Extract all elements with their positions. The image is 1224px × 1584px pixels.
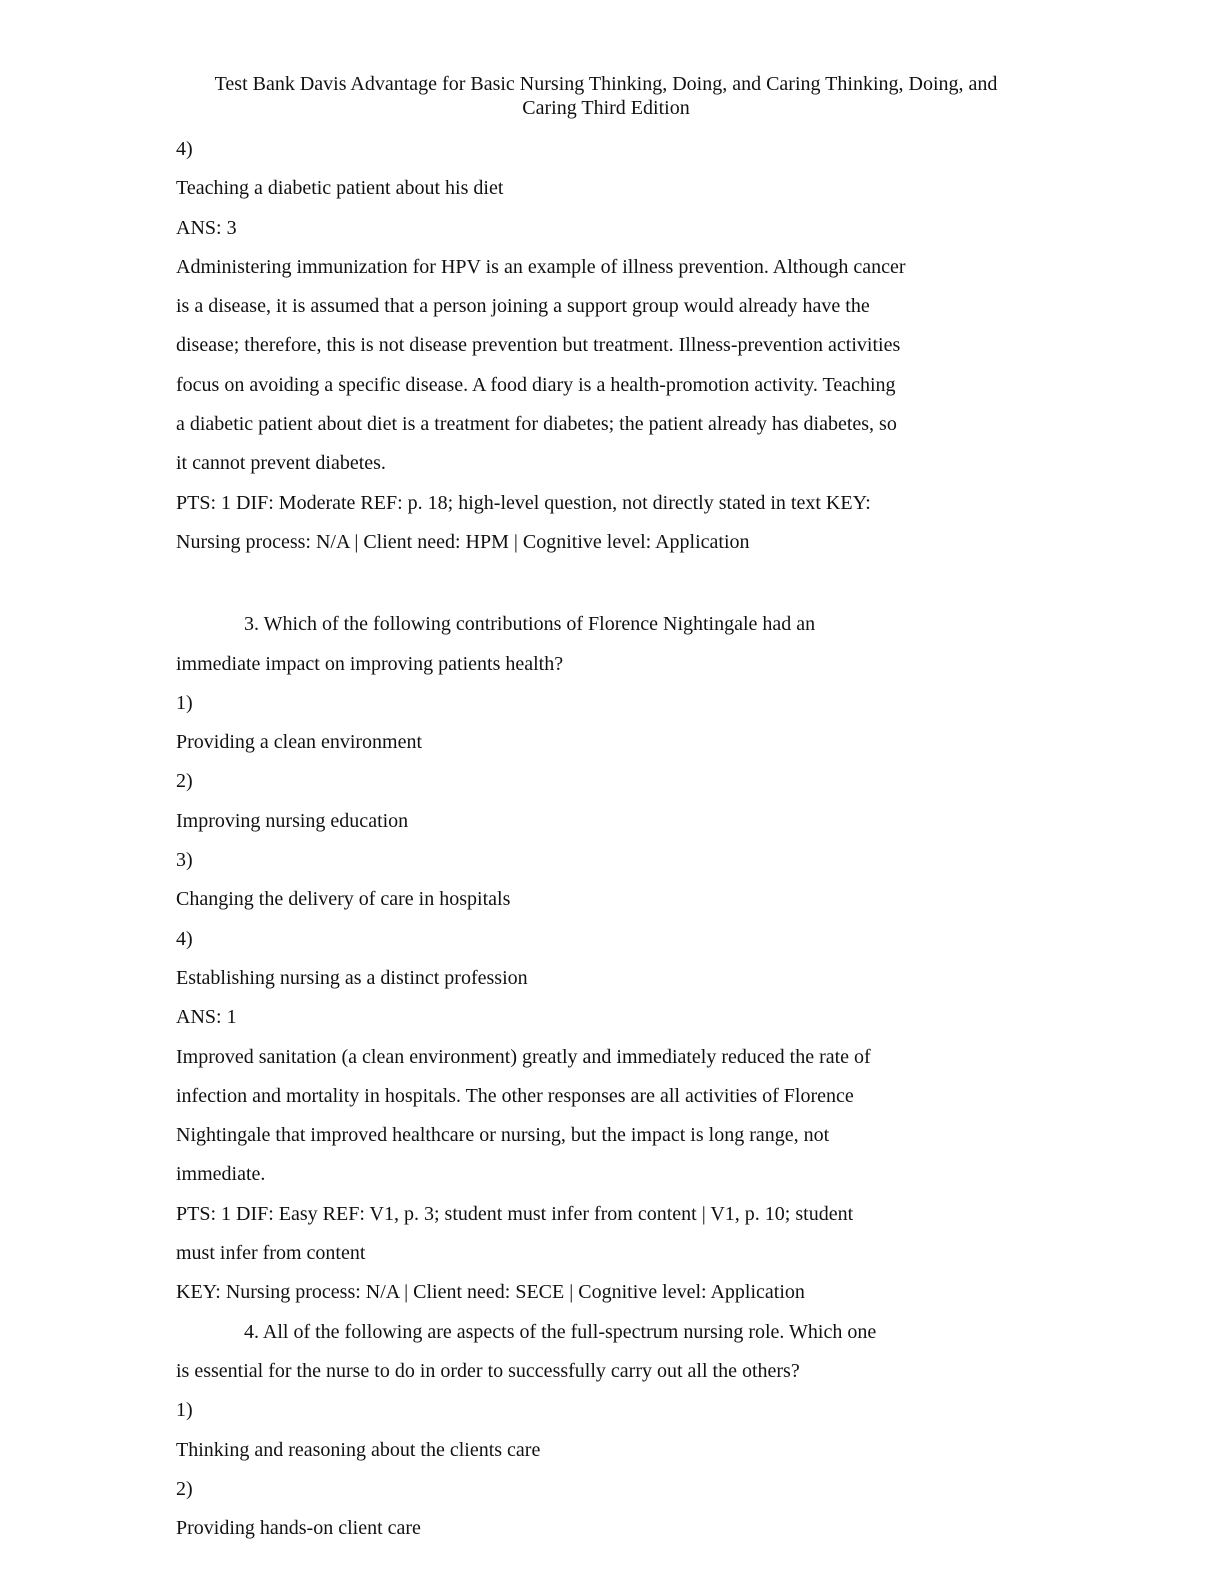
rationale-line: is a disease, it is assumed that a person joining a support group would already have the bbox=[176, 295, 870, 318]
meta-line: must infer from content bbox=[176, 1242, 366, 1265]
rationale-line: immediate. bbox=[176, 1163, 266, 1186]
header-line-2: Caring Third Edition bbox=[522, 97, 690, 119]
rationale-line: Improved sanitation (a clean environment) greatly and immediately reduced the rate of bbox=[176, 1045, 871, 1068]
meta-line: Nursing process: N/A | Client need: HPM | Cognitive level: Application bbox=[176, 530, 750, 553]
meta-line: PTS: 1 DIF: Easy REF: V1, p. 3; student must infer from content | V1, p. 10; student bbox=[176, 1202, 854, 1225]
question-stem: 4. All of the following are aspects of the full-spectrum nursing role. Which one bbox=[244, 1320, 877, 1343]
rationale-line: Administering immunization for HPV is an example of illness prevention. Although cancer bbox=[176, 255, 906, 278]
question-stem: 3. Which of the following contributions of Florence Nightingale had an bbox=[244, 613, 816, 636]
rationale-line: it cannot prevent diabetes. bbox=[176, 452, 386, 475]
answer-line: ANS: 3 bbox=[176, 216, 237, 239]
rationale-line: infection and mortality in hospitals. The other responses are all activities of Florence bbox=[176, 1084, 854, 1107]
option-text: Establishing nursing as a distinct profession bbox=[176, 966, 528, 989]
option-number: 1) bbox=[176, 1399, 193, 1422]
rationale-line: Nightingale that improved healthcare or nursing, but the impact is long range, not bbox=[176, 1124, 830, 1147]
option-text: Improving nursing education bbox=[176, 809, 409, 832]
option-number: 2) bbox=[176, 1477, 193, 1500]
option-number: 1) bbox=[176, 691, 193, 714]
meta-line: PTS: 1 DIF: Moderate REF: p. 18; high-level question, not directly stated in text KEY: bbox=[176, 491, 871, 514]
option-number: 4) bbox=[176, 927, 193, 950]
rationale-line: disease; therefore, this is not disease prevention but treatment. Illness-prevention activities bbox=[176, 334, 901, 357]
option-number: 2) bbox=[176, 770, 193, 793]
option-text: Teaching a diabetic patient about his diet bbox=[176, 177, 504, 200]
page-header bbox=[150, 72, 1062, 120]
option-text: Providing hands-on client care bbox=[176, 1517, 421, 1540]
option-text: Thinking and reasoning about the clients care bbox=[176, 1438, 541, 1461]
meta-line: KEY: Nursing process: N/A | Client need: SECE | Cognitive level: Application bbox=[176, 1281, 805, 1304]
option-number: 4) bbox=[176, 138, 193, 160]
option-number: 3) bbox=[176, 849, 193, 872]
option-text: Changing the delivery of care in hospitals bbox=[176, 888, 511, 911]
question-stem: immediate impact on improving patients health? bbox=[176, 652, 564, 675]
section-gap bbox=[176, 562, 1036, 605]
question-stem: is essential for the nurse to do in order to successfully carry out all the others? bbox=[176, 1359, 800, 1382]
rationale-line: a diabetic patient about diet is a treatment for diabetes; the patient already has diabetes, so bbox=[176, 413, 897, 436]
rationale-line: focus on avoiding a specific disease. A food diary is a health-promotion activity. Teaching bbox=[176, 373, 896, 396]
option-text: Providing a clean environment bbox=[176, 731, 423, 754]
answer-line: ANS: 1 bbox=[176, 1006, 237, 1029]
header-line-1: Test Bank Davis Advantage for Basic Nursing Thinking, Doing, and Caring Thinking, Doing, and bbox=[214, 73, 998, 95]
document-body bbox=[176, 130, 1036, 1548]
